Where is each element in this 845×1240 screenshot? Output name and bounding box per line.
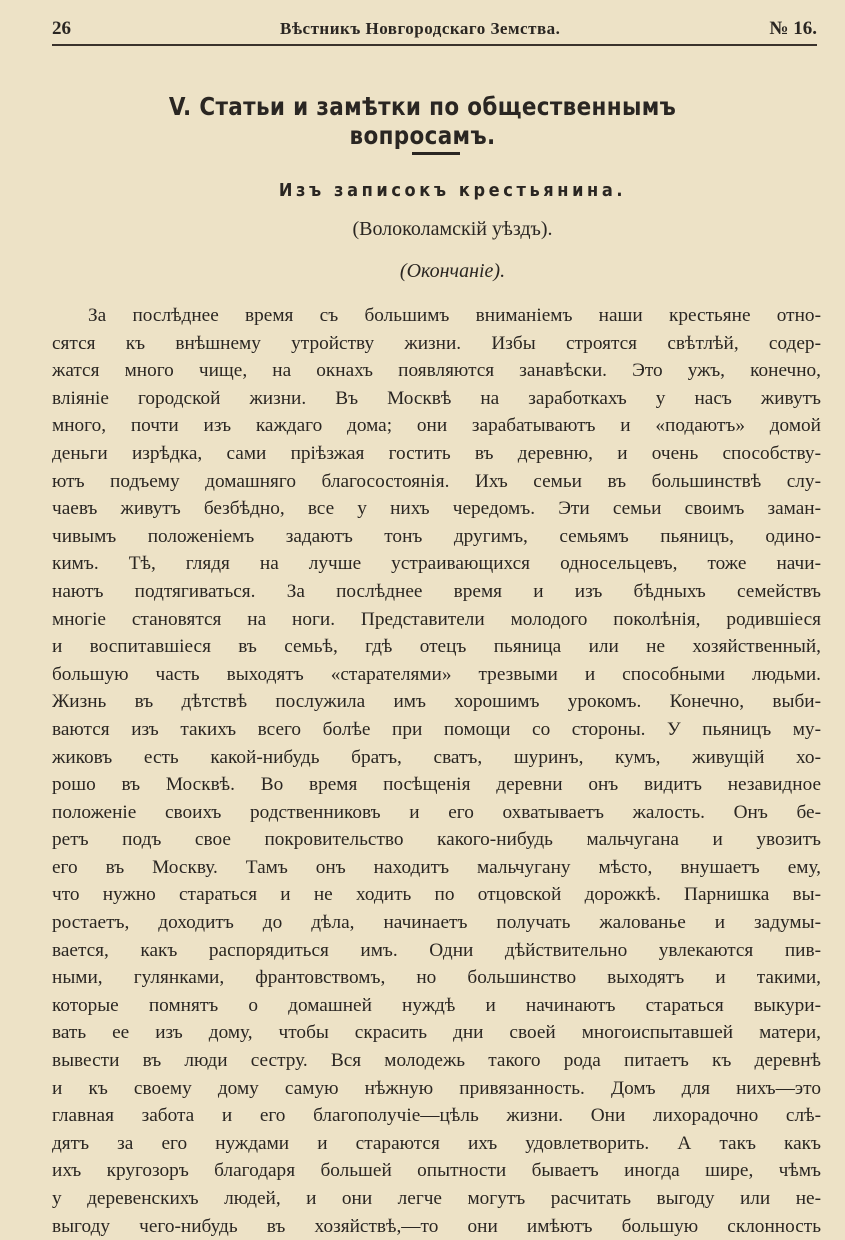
header-rule	[52, 44, 817, 46]
article-note: (Окончаніе).	[399, 260, 506, 282]
body-line: сятся къ внѣшнему утройству жизни. Избы строятся свѣтлѣй, содер-	[52, 332, 821, 354]
body-line: ростаетъ, доходитъ до дѣла, начинаетъ получать жалованье и задумы-	[52, 912, 821, 934]
body-line: и воспитавшіеся въ семьѣ, гдѣ отецъ пьяница или не хозяйственный,	[52, 636, 821, 658]
body-line: кимъ. Тѣ, глядя на лучше устраивающихся односельцевъ, тоже начи-	[52, 553, 821, 575]
body-line: чаевъ живутъ безбѣдно, все у нихъ чередомъ. Эти семьи своимъ заман-	[52, 498, 821, 520]
body-line: у деревенскихъ людей, и они легче могутъ расчитать выгоду или не-	[52, 1188, 821, 1209]
body-line: большую часть выходятъ «старателями» трезвыми и способными людьми.	[52, 663, 821, 685]
body-line: наютъ подтягиваться. За послѣднее время и изъ бѣдныхъ семействъ	[52, 580, 821, 602]
body-line: ретъ подъ свое покровительство какого-нибудь мальчугана и увозитъ	[52, 829, 821, 851]
body-line: ными, гулянками, франтовствомъ, но большинство выходятъ и такими,	[52, 967, 821, 989]
body-line: чивымъ положеніемъ задаютъ тонъ другимъ, семьямъ пьяницъ, одино-	[52, 525, 821, 547]
body-line: вліяніе городской жизни. Въ Москвѣ на заработкахъ у насъ живутъ	[52, 387, 821, 409]
body-line: выгоду чего-нибудь въ хозяйствѣ,—то они имѣютъ большую склонность	[52, 1215, 821, 1237]
body-line: деньги изрѣдка, сами пріѣзжая гостить въ деревню, и очень способству-	[52, 442, 821, 464]
body-line: Жизнь въ дѣтствѣ послужила имъ хорошимъ урокомъ. Конечно, выби-	[52, 691, 821, 713]
body-line: главная забота и его благополучіе—цѣль жизни. Они лихорадочно слѣ-	[52, 1105, 821, 1127]
article-subtitle: (Волоколамскій уѣздъ).	[352, 218, 553, 240]
body-line: многіе становятся на ноги. Представители молодого поколѣнія, родившіеся	[52, 608, 821, 630]
body-line: которые помнятъ о домашней нуждѣ и начинаютъ стараться выкури-	[52, 994, 821, 1016]
body-line: ваются изъ такихъ всего болѣе при помощи со стороны. У пьяницъ му-	[52, 718, 821, 740]
body-line: вается, какъ распорядиться имъ. Одни дѣйствительно увлекаются пив-	[52, 939, 821, 961]
body-line: много, почти изъ каждаго дома; они зарабатываютъ и «подаютъ» домой	[52, 415, 821, 437]
body-text	[52, 302, 821, 1240]
body-line: ихъ кругозоръ благодаря большей опытности бываетъ иногда шире, чѣмъ	[52, 1160, 821, 1182]
section-title: V. Статьи и замѣтки по общественнымъ вопросамъ.	[168, 92, 677, 150]
body-line: что нужно стараться и не ходить по отцовской дорожкѣ. Парнишка вы-	[52, 884, 821, 906]
body-line: и къ своему дому самую нѣжную привязанность. Домъ для нихъ—это	[52, 1077, 821, 1099]
body-line: положеніе своихъ родственниковъ и его охватываетъ жалость. Онъ бе-	[52, 801, 821, 823]
body-line: вывести въ люди сестру. Вся молодежь такого рода питаетъ къ деревнѣ	[52, 1050, 821, 1072]
title-divider	[412, 152, 460, 155]
body-line: рошо въ Москвѣ. Во время посѣщенія деревни онъ видитъ незавидное	[52, 774, 821, 796]
body-line: его въ Москву. Тамъ онъ находитъ мальчугану мѣсто, внушаетъ ему,	[52, 856, 821, 878]
journal-title: Вѣстникъ Новгородскаго Земства.	[280, 19, 561, 38]
body-line: ютъ подъему домашняго благосостоянія. Ихъ семьи въ большинствѣ слу-	[52, 470, 821, 492]
issue-number: № 16.	[769, 18, 817, 39]
body-line: жатся много чище, на окнахъ появляются занавѣски. Это ужъ, конечно,	[52, 360, 821, 382]
page-number: 26	[52, 18, 71, 39]
article-title: Изъ записокъ крестьянина.	[278, 180, 627, 201]
body-line: дятъ за его нуждами и стараются ихъ удовлетворить. А такъ какъ	[52, 1132, 821, 1154]
body-line: жиковъ есть какой-нибудь братъ, сватъ, шуринъ, кумъ, живущій хо-	[52, 746, 821, 768]
body-line: За послѣднее время съ большимъ вниманіемъ наши крестьяне отно-	[88, 305, 821, 326]
running-head	[52, 18, 817, 48]
body-line: вать ее изъ дому, чтобы скрасить дни своей многоиспытавшей матери,	[52, 1022, 821, 1044]
